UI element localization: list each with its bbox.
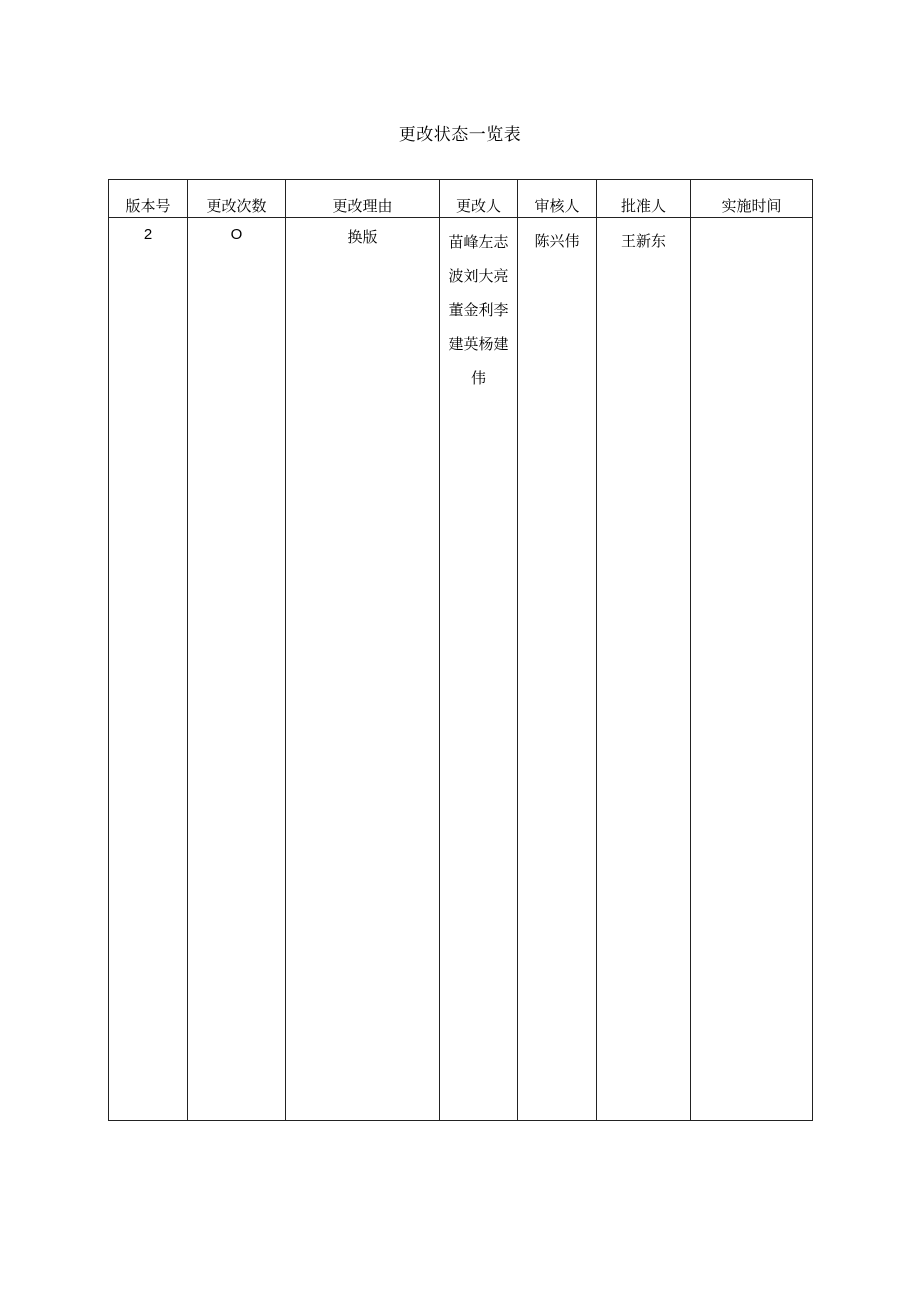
table-row [109,218,813,1121]
cell-implement-time [691,218,813,1121]
implement-time-value [691,218,812,226]
approver-value: 王新东 [620,232,666,250]
cell-reviewer [518,218,597,1121]
page-title: 更改状态一览表 [398,125,522,145]
header-change-count: 更改次数 [188,180,286,218]
cell-changed-by [440,218,518,1121]
header-changed-by: 更改人 [440,180,518,218]
change-reason-value: 换版 [347,228,378,246]
header-reviewer: 审核人 [518,180,597,218]
version-value: 2 [143,226,153,243]
header-implement-time: 实施时间 [691,180,813,218]
change-status-table [108,179,813,1121]
changed-by-value: 苗峰左志波刘大亮董金利李建英杨建伟 [448,233,509,387]
header-version: 版本号 [109,180,188,218]
cell-change-count [188,218,286,1121]
change-count-value: O [230,226,243,243]
header-change-reason: 更改理由 [286,180,440,218]
cell-change-reason [286,218,440,1121]
cell-approver [597,218,691,1121]
cell-version [109,218,188,1121]
table-header-row [109,180,813,218]
header-approver: 批准人 [597,180,691,218]
reviewer-value: 陈兴伟 [534,232,580,250]
